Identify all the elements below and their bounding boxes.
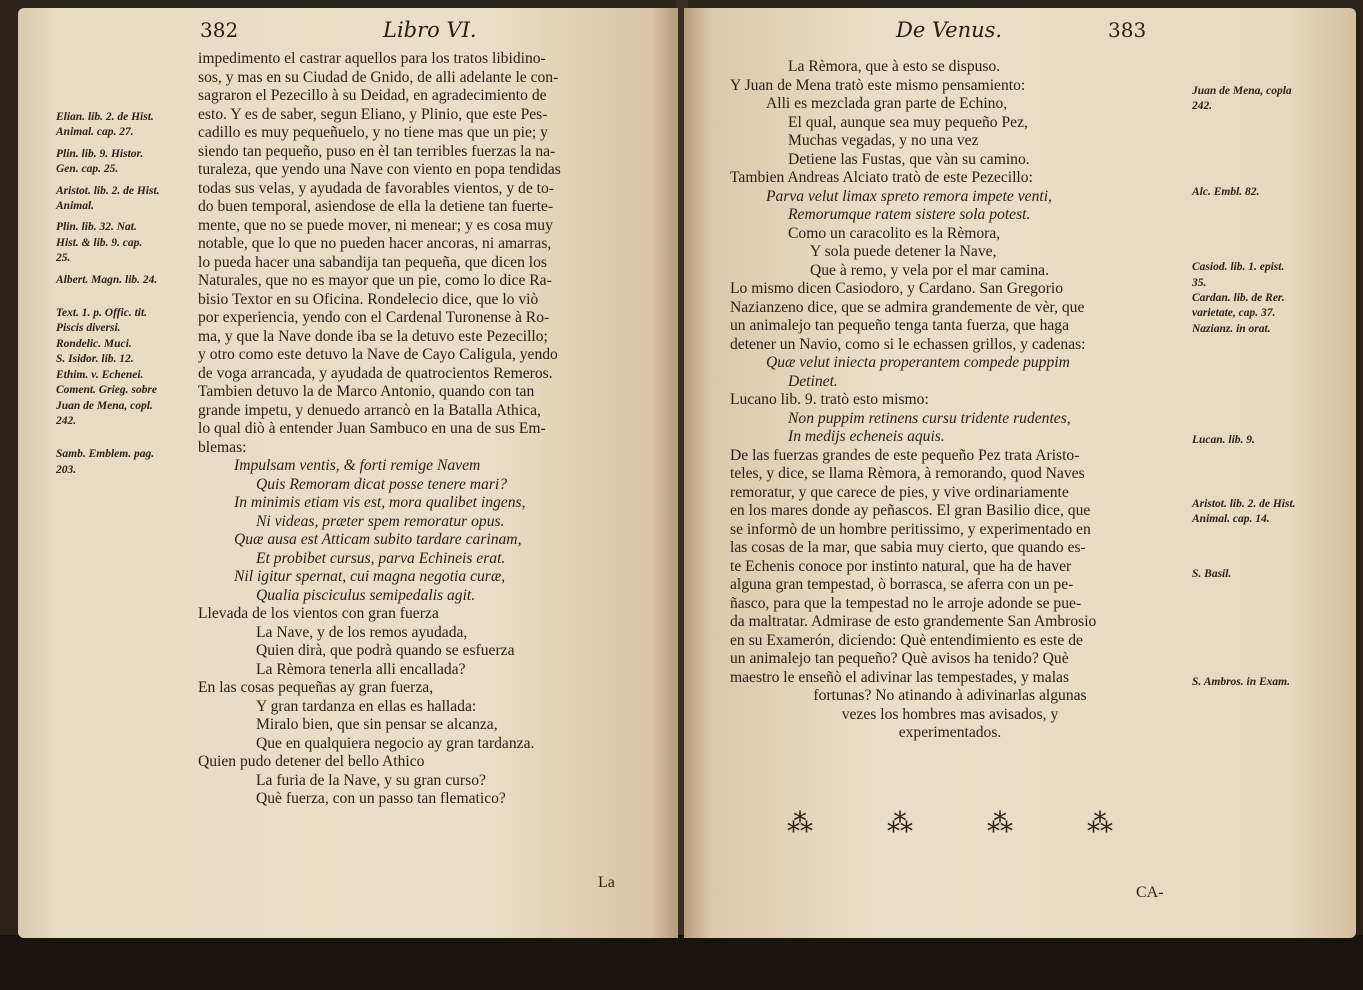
left-page [18, 8, 678, 938]
text-line: y otro como este detuvo la Nave de Cayo Caligula, yendo [198, 346, 558, 363]
text-line: Non puppim retinens cursu tridente rudentes, [788, 409, 1071, 427]
verse-line: Que en qualquiera negocio ay gran tardanza. [256, 734, 535, 752]
page-body [198, 50, 668, 809]
text-line: te Echenis conoce por instinto natural, que ha de haver [730, 557, 1072, 575]
margin-note: Plin. lib. 9. Histor. Gen. cap. 25. [56, 147, 144, 176]
text-line: un animalejo tan pequeño? Què avisos ha tenido? Què [730, 650, 1069, 667]
text-line: siendo tan pequeño, puso en èl tan terribles fuerzas la na- [198, 142, 556, 160]
text-line: In medijs echeneis aquis. [788, 428, 945, 445]
margin-note: Elian. lib. 2. de Hist. Animal. cap. 27. [56, 111, 154, 139]
margin-notes [1192, 84, 1342, 699]
margin-note: Aristot. lib. 2. de Hist. Animal. [56, 184, 160, 213]
text-line: grande impetu, y denuedo arrancò en la Batalla Athica, [198, 401, 541, 419]
verse-line: In minimis etiam vis est, mora qualibet ingens, [234, 494, 526, 511]
text-line: de voga arrancada, y ayudada de quatrocientos Remeros. [198, 364, 553, 382]
text-line: en su Examerón, diciendo: Què entendimiento es este de [730, 631, 1083, 649]
margin-note: Albert. Magn. lib. 24. [56, 273, 158, 286]
margin-note: Samb. Emblem. pag. 203. [56, 448, 155, 476]
margin-note: Aristot. lib. 2. de Hist. Animal. cap. 14. [1192, 497, 1296, 526]
text-line: Alli es mezclada gran parte de Echino, [766, 95, 1008, 112]
verse-line: La furia de la Nave, y su gran curso? [256, 771, 486, 789]
verse-line: Quien dirà, que podrà quando se esfuerza [256, 642, 515, 659]
page-number: 383 [1108, 18, 1147, 42]
margin-note: Juan de Mena, copla 242. [1192, 85, 1292, 113]
right-page [684, 8, 1356, 938]
text-line: bisio Textor en su Oficina. Rondelecio dice, que lo viò [198, 290, 539, 308]
text-line: Y Juan de Mena tratò este mismo pensamiento: [730, 76, 1026, 94]
margin-note: Plin. lib. 32. Nat. Hist. & lib. 9. cap. 25. [56, 221, 143, 265]
text-line: fortunas? No atinando à adivinarlas algunas [813, 687, 1087, 704]
text-line: impedimento el castrar aquellos para los tratos libidino- [198, 50, 546, 67]
text-line: sagraron el Pezecillo à su Deidad, en agradecimiento de [198, 87, 547, 104]
text-line: teles, y dice, se llama Rèmora, à remorando, quod Naves [730, 465, 1085, 482]
margin-note: Text. 1. p. Offic. tit. Piscis diversi. Rondelic. Muci. S. Isidor. lib. 12. Ethim. v. Echenei. Coment. Grieg. sobre Juan de Mena, copl. 242. [56, 307, 157, 427]
text-line: Lo mismo dicen Casiodoro, y Cardano. San Gregorio [730, 280, 1064, 297]
margin-note: Lucan. lib. 9. [1192, 434, 1255, 447]
text-line: Naturales, que no es mayor que un pie, como lo dice Ra- [198, 272, 552, 289]
table-background [0, 935, 1363, 990]
catchword: La [598, 874, 615, 891]
page-number: 382 [200, 18, 239, 42]
text-line: ma, y que la Nave donde iba se la detuvo este Pezecillo; [198, 327, 548, 345]
asterism-ornament: ⁂ [787, 809, 813, 839]
text-line: experimentados. [898, 724, 1002, 741]
text-line: se informò de un hombre peritissimo, y experimentado en [730, 520, 1091, 538]
verse-line: Et probibet cursus, parva Echineis erat. [256, 549, 506, 567]
text-line: lo pueda hacer una sabandija tan pequeña, que dicen los [198, 253, 547, 271]
text-line: Detinet. [788, 372, 838, 390]
text-line: Tambien detuvo la de Marco Antonio, quando con tan [198, 383, 535, 400]
asterism-ornament: ⁂ [887, 809, 913, 839]
text-line: remoratur, y que carece de pies, y vive ordinariamente [730, 483, 1069, 501]
verse-line: Miralo bien, que sin pensar se alcanza, [256, 716, 498, 733]
text-line: turaleza, que yendo una Nave con viento en popa tendidas [198, 161, 561, 178]
verse-line: Ni videas, præter spem remoratur opus. [256, 512, 505, 530]
text-line: Y sola puede detener la Nave, [810, 243, 997, 260]
text-line: da maltratar. Admirase de esto grandemente San Ambrosio [730, 613, 1097, 630]
text-line: Que à remo, y vela por el mar camina. [810, 261, 1050, 279]
text-line: Quæ velut iniecta properantem compede puppim [766, 354, 1070, 371]
text-line: ñasco, para que la tempestad no le arroje adonde se pue- [730, 594, 1082, 612]
text-line: Lucano lib. 9. tratò esto mismo: [730, 391, 929, 408]
text-line: todas sus velas, y ayudada de favorables vientos, y de to- [198, 179, 554, 197]
text-line: alguna gran tempestad, ò borrasca, se aferra con un pe- [730, 576, 1074, 593]
verse-line: Què fuerza, con un passo tan flematico? [256, 790, 506, 807]
margin-note: S. Basil. [1192, 568, 1232, 581]
text-line: lo qual diò à entender Juan Sambuco en una de sus Em- [198, 420, 546, 437]
text-line: maestro le enseñò el adivinar las tempestades, y malas [730, 668, 1070, 686]
text-line: Parva velut limax spreto remora impete venti, [766, 187, 1052, 205]
verse-line: Quis Remoram dicat posse tenere mari? [256, 475, 508, 493]
verse-line: Llevada de los vientos con gran fuerza [198, 605, 439, 622]
text-line: do buen temporal, asiendose de ella la detiene tan fuerte- [198, 198, 554, 215]
text-line: sos, y mas en su Ciudad de Gnido, de alli adelante le con- [198, 68, 559, 86]
text-line: notable, que lo que no pueden hacer ancoras, ni amarras, [198, 235, 552, 252]
text-line: La Rèmora, que à esto se dispuso. [788, 58, 1001, 75]
text-line: detener un Navio, como si le echassen grillos, y cadenas: [730, 335, 1086, 353]
text-line: esto. Y es de saber, segun Eliano, y Plinio, que este Pes- [198, 105, 548, 123]
asterism-ornament: ⁂ [987, 809, 1013, 839]
verse-line: Y gran tardanza en ellas es hallada: [256, 697, 477, 715]
page-body [730, 58, 1200, 743]
text-line: De las fuerzas grandes de este pequeño Pez trata Aristo- [730, 446, 1080, 464]
text-line: Muchas vegadas, y no una vez [788, 132, 979, 149]
text-line: Remorumque ratem sistere sola potest. [788, 206, 1031, 223]
margin-note: S. Ambros. in Exam. [1192, 675, 1290, 688]
text-line: Como un caracolito es la Rèmora, [788, 224, 1001, 242]
catchword: CA- [1136, 884, 1164, 901]
verse-line: En las cosas pequeñas ay gran fuerza, [198, 679, 434, 696]
ornament-row [780, 809, 1120, 839]
verse-line: La Nave, y de los remos ayudada, [256, 623, 468, 641]
text-line: por experiencia, yendo con el Cardenal Turonense à Ro- [198, 309, 550, 326]
verse-line: Nil igitur spernat, cui magna negotia curæ, [234, 568, 506, 585]
margin-note: Alc. Embl. 82. [1192, 185, 1260, 198]
running-head: Libro VI. [383, 18, 477, 42]
running-head: De Venus. [896, 18, 1003, 42]
text-line: Tambien Andreas Alciato tratò de este Pezecillo: [730, 169, 1033, 186]
text-line: cadillo es muy pequeñuelo, y no tiene mas que un pie; y [198, 124, 548, 141]
text-line: vezes los hombres mas avisados, y [841, 705, 1059, 723]
margin-note: Casiod. lib. 1. epist. 35. Cardan. lib. de Rer. varietate, cap. 37. Nazianz. in orat. [1192, 261, 1285, 335]
text-line: Detiene las Fustas, que vàn su camino. [788, 150, 1030, 168]
text-line: en los mares donde ay peñascos. El gran Basilio dice, que [730, 502, 1091, 519]
verse-line: Quæ ausa est Atticam subito tardare carinam, [234, 531, 522, 548]
text-line: Nazianzeno dice, que se admira grandemente de vèr, que [730, 298, 1085, 316]
text-line: mente, que no se puede mover, ni menear; y es cosa muy [198, 216, 553, 234]
verse-line: Qualia pisciculus semipedalis agit. [256, 586, 476, 604]
margin-notes [56, 110, 206, 487]
verse-line: Quien pudo detener del bello Athico [198, 753, 425, 770]
verse-line: Impulsam ventis, & forti remige Navem [234, 457, 481, 474]
verse-line: La Rèmora tenerla alli encallada? [256, 660, 466, 678]
text-line: un animalejo tan pequeño tenga tanta fuerza, que haga [730, 317, 1070, 334]
text-line: las cosas de la mar, que sabia muy cierto, que quando es- [730, 539, 1086, 556]
text-line: blemas: [198, 438, 247, 456]
text-line: El qual, aunque sea muy pequeño Pez, [788, 113, 1028, 131]
asterism-ornament: ⁂ [1087, 809, 1113, 839]
